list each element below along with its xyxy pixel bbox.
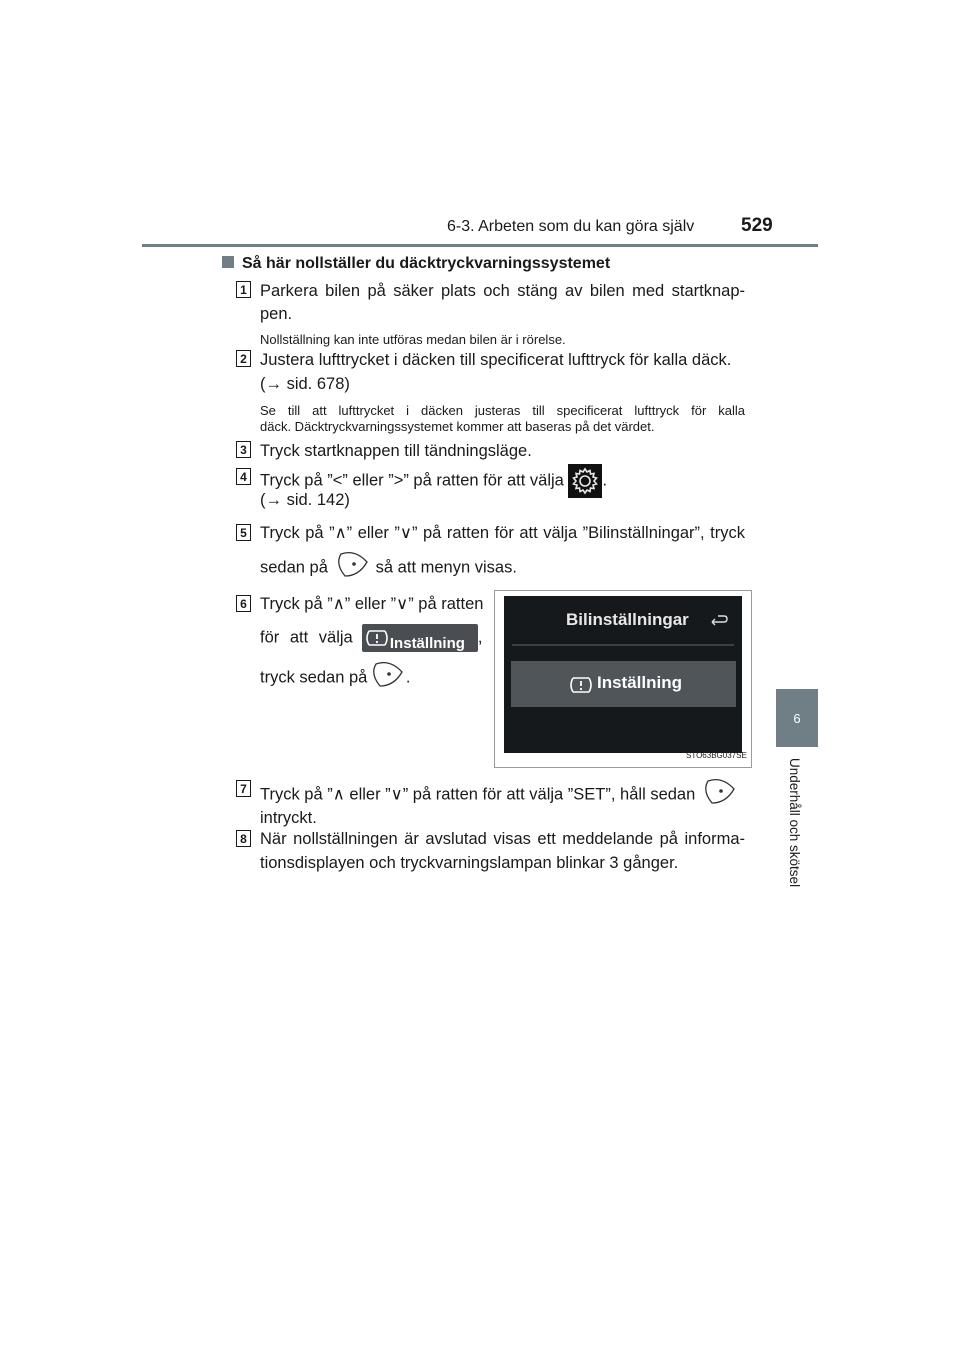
step-1-line-2: pen. — [260, 305, 293, 323]
step-6-line-2 — [260, 624, 482, 652]
display-illustration — [494, 590, 752, 768]
step-1-line-1: Parkera bilen på säker plats och stäng av bilen med startknap- — [260, 282, 745, 300]
page-number: 529 — [741, 215, 773, 236]
step-6-period: . — [405, 668, 411, 687]
section-title-text: Så här nollställer du däcktryckvarningssystemet — [242, 255, 611, 272]
step-6-text-c: tryck sedan på — [260, 668, 368, 687]
step-number-2: 2 — [236, 350, 251, 367]
step-6-line-1: Tryck på ”∧” eller ”∨” på ratten — [260, 595, 484, 613]
step-7-line-2: intryckt. — [260, 809, 317, 827]
section-title — [222, 255, 610, 273]
header-rule — [142, 244, 818, 247]
step-4-line-2: (→ sid. 142) — [260, 491, 350, 509]
step-4-text: Tryck på ”<” eller ”>” på ratten för att välja — [260, 471, 564, 490]
step-2-line-2: (→ sid. 678) — [260, 375, 350, 393]
screen-title: Bilinställningar — [566, 610, 689, 629]
chapter-label-text: Underhåll och skötsel — [787, 758, 802, 888]
step-8-line-1: När nollställningen är avslutad visas ett meddelande på informa- — [260, 830, 745, 848]
step-3-line-1: Tryck startknappen till tändningsläge. — [260, 442, 532, 460]
step-number-5: 5 — [236, 524, 251, 541]
setting-chip — [362, 624, 478, 652]
step-2-note-1: Se till att lufttrycket i däcken justeras till specificerat lufttryck för kalla — [260, 403, 745, 418]
image-caption: STO63BG037SE — [686, 751, 747, 760]
enter-button-icon — [704, 777, 738, 813]
step-4-period: . — [602, 471, 608, 490]
step-2-note-2: däck. Däcktryckvarningssystemet kommer att baseras på det värdet. — [260, 419, 655, 434]
step-5-text-a: sedan på — [260, 558, 328, 577]
screen-divider — [512, 644, 734, 646]
setting-chip-label: Inställning — [389, 635, 465, 652]
step-6-text-a: för att välja — [260, 628, 353, 647]
step-number-6: 6 — [236, 595, 251, 612]
step-number-1: 1 — [236, 281, 251, 298]
back-arrow-icon — [710, 614, 728, 630]
step-6-comma: , — [477, 628, 483, 647]
enter-button-icon — [372, 660, 406, 696]
step-8-line-2: tionsdisplayen och tryckvarningslampan blinkar 3 gånger. — [260, 854, 679, 872]
step-number-3: 3 — [236, 441, 251, 458]
enter-button-icon — [337, 550, 371, 586]
section-marker-icon — [222, 256, 234, 268]
step-2-line-1: Justera lufttrycket i däcken till specificerat lufttryck för kalla däck. — [260, 351, 732, 369]
step-5-line-2 — [260, 550, 517, 586]
tire-pressure-icon — [569, 675, 593, 700]
display-screen — [504, 596, 742, 753]
step-number-4: 4 — [236, 468, 251, 485]
screen-menu-item-label: Inställning — [597, 673, 682, 692]
step-6-line-3 — [260, 660, 411, 696]
chapter-tab[interactable] — [776, 689, 818, 747]
step-7-text: Tryck på ”∧ eller ”∨” på ratten för att välja ”SET”, håll sedan — [260, 785, 696, 804]
step-1-note: Nollställning kan inte utföras medan bilen är i rörelse. — [260, 332, 566, 347]
chapter-label — [786, 758, 806, 894]
step-5-text-b: så att menyn visas. — [375, 558, 517, 577]
gear-icon — [568, 464, 602, 498]
step-5-line-1: Tryck på ”∧” eller ”∨” på ratten för att välja ”Bilinställningar”, tryck — [260, 524, 745, 542]
screen-menu-item[interactable] — [511, 661, 736, 707]
chapter-number: 6 — [793, 710, 801, 726]
step-number-7: 7 — [236, 780, 251, 797]
step-number-8: 8 — [236, 830, 251, 847]
step-7-line-1 — [260, 777, 738, 813]
header-section-title: 6-3. Arbeten som du kan göra själv — [447, 218, 695, 235]
